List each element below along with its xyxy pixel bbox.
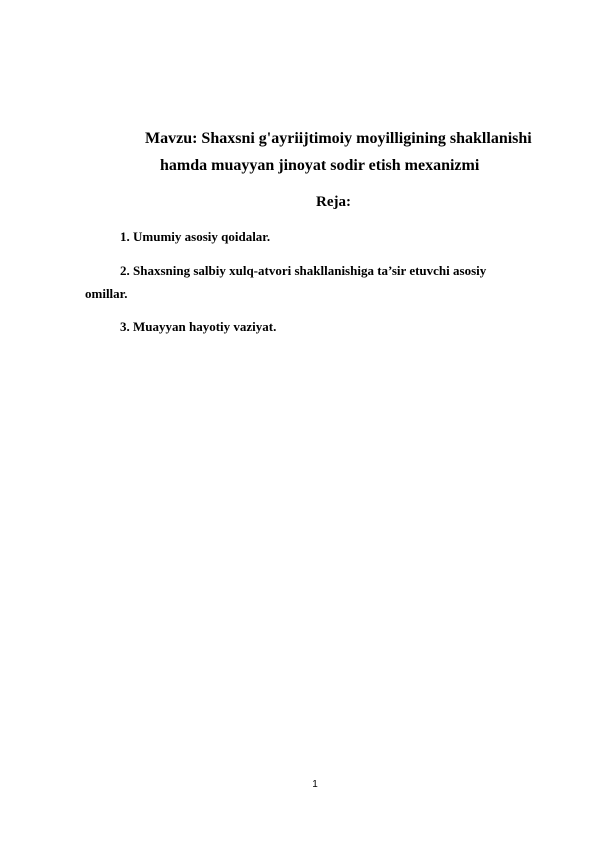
plan-item-2-line-2: omillar.: [85, 286, 128, 301]
plan-heading: Reja:: [316, 194, 351, 210]
page-number: 1: [312, 779, 318, 790]
plan-item-2-line-1: 2. Shaxsning salbiy xulq-atvori shakllanishiga ta’sir etuvchi asosiy: [120, 263, 487, 278]
plan-item-3: 3. Muayyan hayotiy vaziyat.: [120, 319, 277, 334]
plan-item-1: 1. Umumiy asosiy qoidalar.: [120, 229, 271, 244]
document-title-line-1: Mavzu: Shaxsni g'ayriijtimoiy moyilligining shakllanishi: [145, 130, 532, 147]
document-title-line-2: hamda muayyan jinoyat sodir etish mexanizmi: [160, 157, 480, 174]
